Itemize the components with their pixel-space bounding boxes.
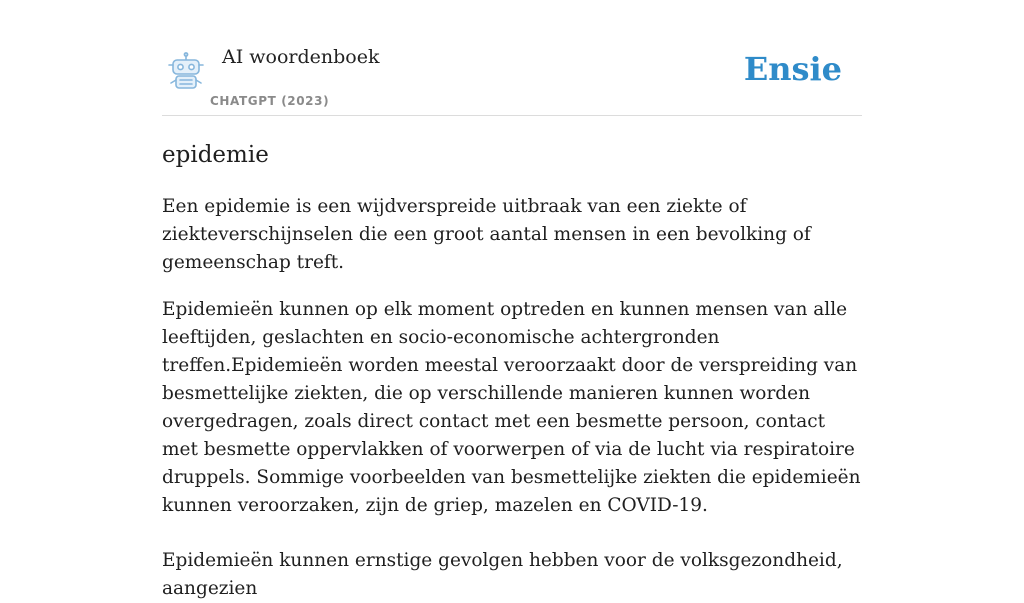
definition-paragraph: Een epidemie is een wijdverspreide uitbraak van een ziekte of ziekteverschijnselen die een groot aantal mensen in een bevolking of gemeenschap treft. [162, 196, 811, 273]
dictionary-card [162, 40, 862, 603]
robot-icon [166, 52, 206, 90]
brand-logo[interactable]: Ensie [743, 50, 842, 88]
entry-term: epidemie [162, 142, 269, 168]
source-header [162, 40, 862, 116]
definition-paragraph: Epidemieën kunnen op elk moment optreden en kunnen mensen van alle leeftijden, geslachten en socio-economische achtergronden treffen.Epidemieën worden meestal veroorzaakt door de verspreiding van besmettelijke ziekten, die op verschillende manieren kunnen worden overgedragen, zoals direct contact met een besmette persoon, contact met besmette oppervlakken of voorwerpen of via de lucht via respiratoire druppels. Sommige voorbeelden van besmettelijke ziekten die epidemieën kunnen veroorzaken, zijn de griep, mazelen en COVID-19. [162, 299, 861, 516]
definition-paragraph: Epidemieën kunnen ernstige gevolgen hebben voor de volksgezondheid, aangezien [162, 550, 843, 599]
source-title[interactable]: AI woordenboek [222, 46, 380, 68]
source-meta: CHATGPT (2023) [210, 94, 330, 108]
